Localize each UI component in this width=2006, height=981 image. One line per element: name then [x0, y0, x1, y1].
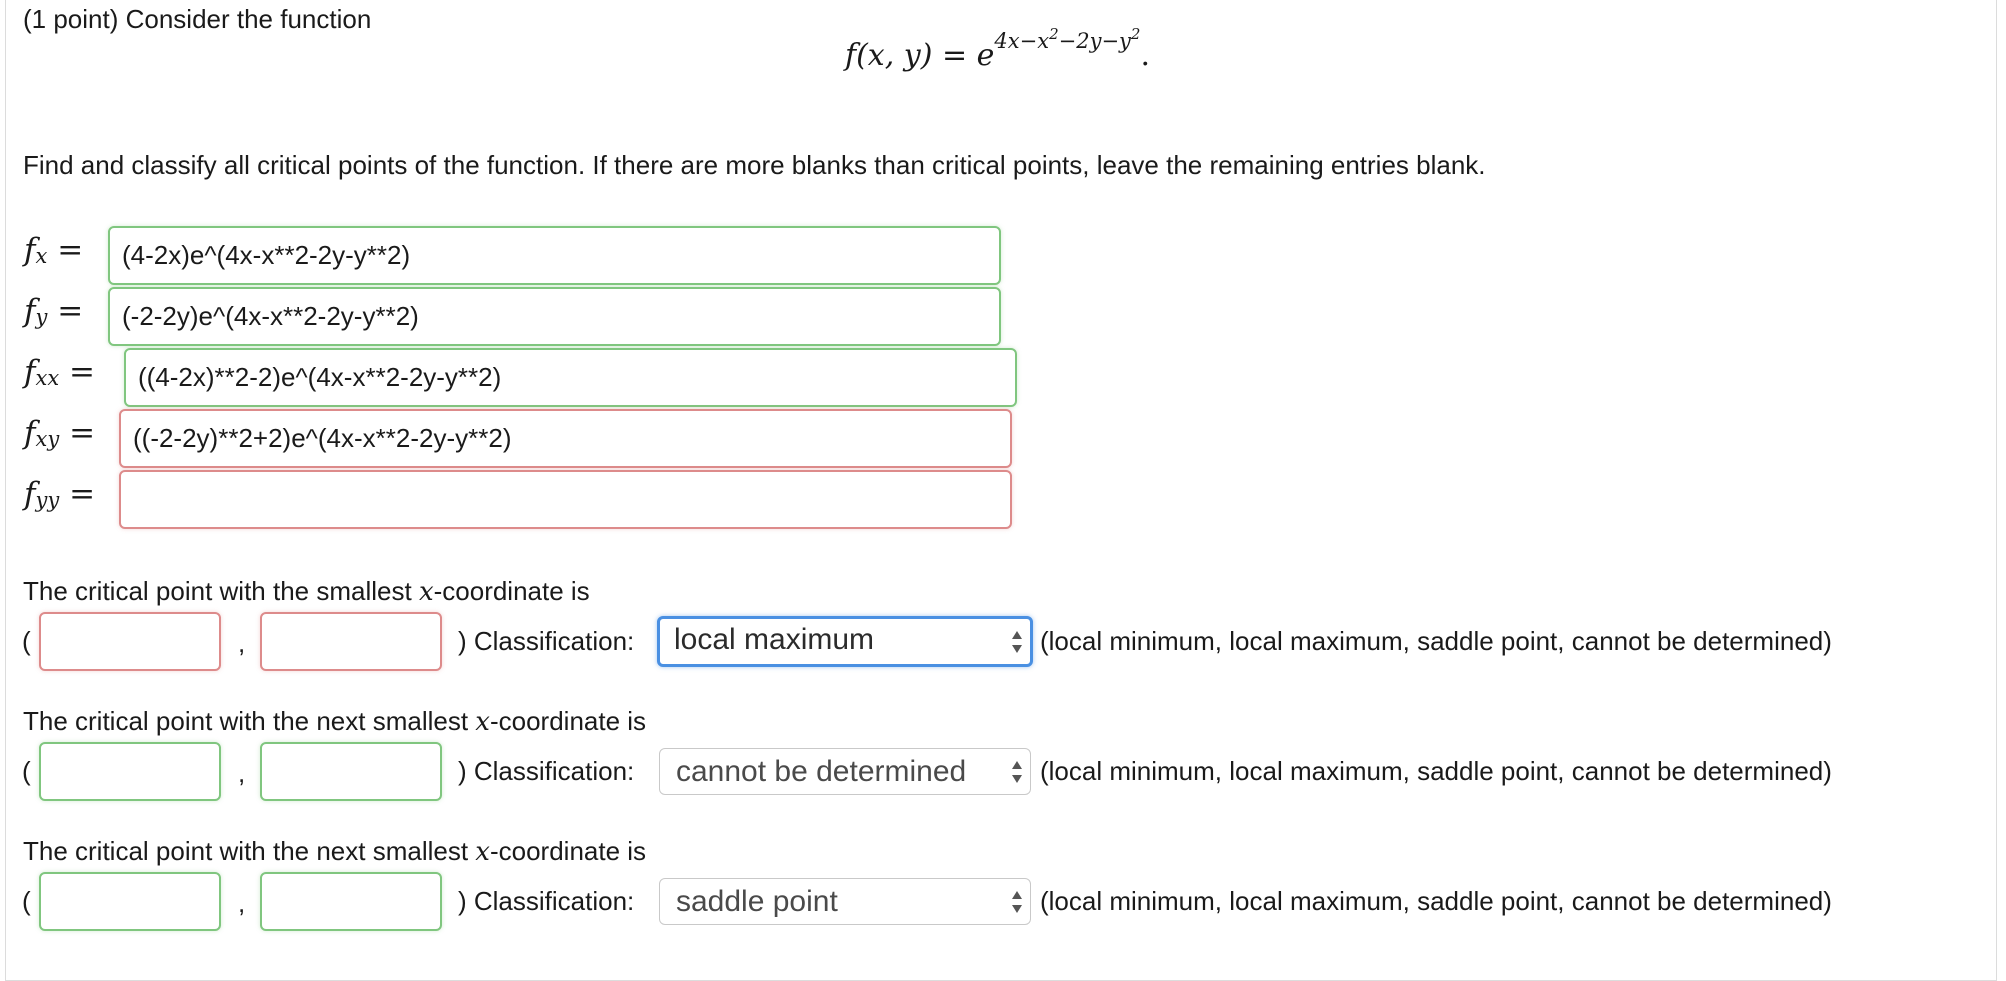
fyy-input[interactable] [119, 470, 1012, 529]
point-3-intro: The critical point with the next smallest x-coordinate is [23, 836, 647, 867]
fyy-label: $f_{yy}$ = [24, 476, 96, 512]
point-2-intro: The critical point with the next smallest x-coordinate is [23, 706, 647, 737]
fxx-input[interactable] [124, 348, 1017, 407]
fxy-label: $f_{xy}$ = [24, 415, 96, 451]
point-3-classification-select[interactable]: saddle point [659, 878, 1031, 925]
select-arrows-icon [1010, 889, 1024, 915]
function-formula: f(x, $y) = e^{4x-x^2-2y-y^2}$. [845, 25, 1150, 73]
point-2-x-input[interactable] [39, 742, 221, 801]
point-3-options-hint: (local minimum, local maximum, saddle point, cannot be determined) [1040, 886, 1832, 916]
point-1-classification-select[interactable]: local maximum [657, 616, 1033, 667]
point-2-comma: , [238, 758, 246, 788]
fxx-label: $f_{xx}$ = [24, 354, 96, 390]
point-1-comma: , [238, 628, 246, 658]
point-3-y-input[interactable] [260, 872, 442, 931]
point-1-y-input[interactable] [260, 612, 442, 671]
point-3-x-input[interactable] [39, 872, 221, 931]
point-2-options-hint: (local minimum, local maximum, saddle point, cannot be determined) [1040, 756, 1832, 786]
fy-input[interactable] [108, 287, 1001, 346]
point-2-classification-label: ) Classification: [458, 756, 635, 786]
point-2-classification-select[interactable]: cannot be determined [659, 748, 1031, 795]
fx-label: $f_x$ = [24, 232, 84, 268]
select-arrows-icon [1010, 629, 1024, 655]
point-3-classification-label: ) Classification: [458, 886, 635, 916]
point-2-open-paren: ( [22, 756, 31, 786]
problem-header: (1 point) Consider the function [23, 4, 372, 34]
point-3-open-paren: ( [22, 886, 31, 916]
point-1-open-paren: ( [22, 626, 31, 656]
instructions-text: Find and classify all critical points of the function. If there are more blanks than critical points, leave the remaining entries blank. [23, 150, 1486, 180]
point-1-x-input[interactable] [39, 612, 221, 671]
point-1-options-hint: (local minimum, local maximum, saddle point, cannot be determined) [1040, 626, 1832, 656]
fy-label: $f_y$ = [24, 293, 84, 329]
point-1-classification-label: ) Classification: [458, 626, 635, 656]
point-1-intro: The critical point with the smallest x-coordinate is [23, 576, 590, 607]
point-2-y-input[interactable] [260, 742, 442, 801]
fx-input[interactable] [108, 226, 1001, 285]
point-3-comma: , [238, 888, 246, 918]
select-arrows-icon [1010, 759, 1024, 785]
fxy-input[interactable] [119, 409, 1012, 468]
